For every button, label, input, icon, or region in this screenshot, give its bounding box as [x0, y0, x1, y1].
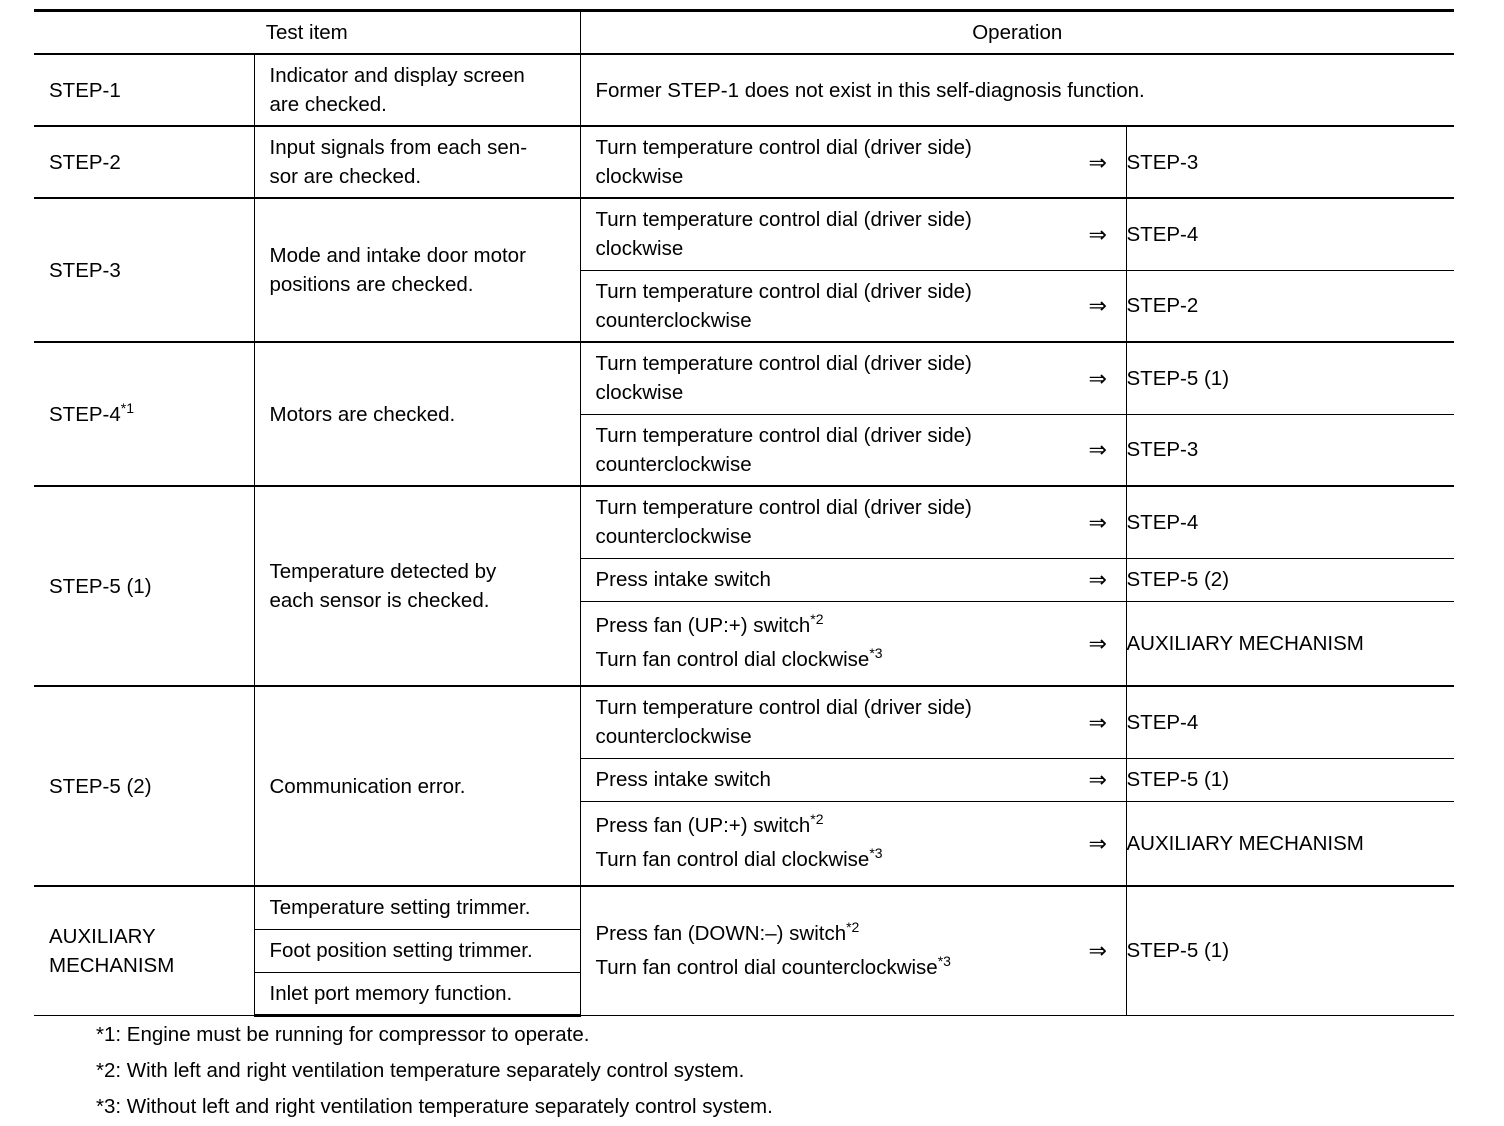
- test-item-cell: Communication error.: [254, 686, 580, 886]
- next-step-cell: STEP-5 (1): [1126, 342, 1454, 414]
- footnote-ref: *3: [869, 845, 883, 862]
- arrow-icon: ⇒: [1070, 758, 1126, 801]
- next-step-cell: STEP-4: [1126, 198, 1454, 270]
- op-line: Turn temperature control dial (driver side): [595, 136, 972, 159]
- operation-cell: Press intake switch: [580, 558, 1070, 601]
- step-cell: STEP-2: [34, 126, 254, 198]
- op-line: Turn temperature control dial (driver side): [595, 496, 972, 520]
- operation-cell: [580, 198, 1070, 270]
- arrow-icon: ⇒: [1070, 801, 1126, 886]
- item-line: Input signals from each sen-: [269, 136, 528, 159]
- step-cell: STEP-3: [34, 198, 254, 342]
- op-line: counterclockwise: [595, 308, 752, 332]
- table-row: [34, 686, 1454, 758]
- operation-cell: [580, 686, 1070, 758]
- next-step-cell: STEP-3: [1126, 414, 1454, 486]
- test-item-cell: [254, 198, 580, 342]
- op-line: Turn temperature control dial (driver side): [595, 696, 972, 720]
- step-line: AUXILIARY: [49, 924, 156, 948]
- arrow-icon: ⇒: [1070, 198, 1126, 270]
- self-diagnosis-table: [34, 9, 1454, 1017]
- header-operation: Operation: [580, 11, 1454, 55]
- next-step-cell: STEP-3: [1126, 126, 1454, 198]
- operation-cell: [580, 886, 1070, 1015]
- op-line: clockwise: [595, 165, 684, 188]
- next-step-cell: STEP-4: [1126, 486, 1454, 558]
- header-test-item: Test item: [34, 11, 580, 55]
- op-line: Press fan (DOWN:–) switch: [595, 921, 847, 945]
- test-item-cell: Inlet port memory function.: [254, 972, 580, 1015]
- operation-cell: [580, 486, 1070, 558]
- arrow-icon: ⇒: [1070, 558, 1126, 601]
- arrow-icon: ⇒: [1070, 414, 1126, 486]
- op-line: clockwise: [595, 381, 684, 405]
- operation-cell: Former STEP-1 does not exist in this self-diagnosis function.: [580, 54, 1454, 126]
- op-line: counterclockwise: [595, 525, 752, 549]
- arrow-icon: ⇒: [1070, 342, 1126, 414]
- footnote-ref: *2: [846, 918, 860, 935]
- next-step-cell: STEP-2: [1126, 270, 1454, 342]
- operation-cell: [580, 601, 1070, 686]
- header-row: [34, 11, 1454, 55]
- item-line: positions are checked.: [269, 273, 474, 296]
- next-step-cell: STEP-5 (1): [1126, 758, 1454, 801]
- step-cell: [34, 886, 254, 1015]
- arrow-icon: ⇒: [1070, 886, 1126, 1015]
- table-row: [34, 886, 1454, 929]
- table-row: [34, 198, 1454, 270]
- op-line: Press fan (UP:+) switch: [595, 814, 811, 838]
- footnote-ref: *2: [810, 611, 824, 628]
- next-step-cell: STEP-5 (2): [1126, 558, 1454, 601]
- operation-cell: [580, 801, 1070, 886]
- next-step-cell: STEP-4: [1126, 686, 1454, 758]
- step-cell: [34, 342, 254, 486]
- op-line: clockwise: [595, 237, 684, 261]
- next-step-cell: STEP-5 (1): [1126, 886, 1454, 1015]
- footnote-2: *2: With left and right ventilation temperature separately control system.: [96, 1059, 745, 1082]
- op-line: Turn fan control dial clockwise: [595, 848, 870, 872]
- arrow-icon: ⇒: [1070, 126, 1126, 198]
- operation-cell: Press intake switch: [580, 758, 1070, 801]
- op-line: counterclockwise: [595, 452, 752, 476]
- footnote-3: *3: Without left and right ventilation temperature separately control system.: [96, 1095, 773, 1118]
- item-line: sor are checked.: [269, 165, 422, 188]
- operation-cell: [580, 270, 1070, 342]
- item-line: Indicator and display screen: [269, 64, 525, 87]
- op-line: Turn temperature control dial (driver side): [595, 208, 972, 232]
- test-item-cell: Foot position setting trimmer.: [254, 929, 580, 972]
- test-item-cell: Motors are checked.: [254, 342, 580, 486]
- test-item-cell: [254, 54, 580, 126]
- arrow-icon: ⇒: [1070, 270, 1126, 342]
- step-cell: STEP-5 (2): [34, 686, 254, 886]
- item-line: Mode and intake door motor: [269, 244, 526, 267]
- arrow-icon: ⇒: [1070, 686, 1126, 758]
- operation-cell: [580, 414, 1070, 486]
- table-row: [34, 342, 1454, 414]
- op-line: Turn temperature control dial (driver side): [595, 279, 972, 303]
- step-cell: STEP-5 (1): [34, 486, 254, 686]
- op-line: Turn fan control dial clockwise: [595, 648, 870, 672]
- next-step-cell: AUXILIARY MECHANISM: [1126, 601, 1454, 686]
- table-row: [34, 486, 1454, 558]
- footnote-ref: *1: [120, 399, 135, 416]
- footnote-1: *1: Engine must be running for compressor to operate.: [96, 1023, 590, 1046]
- operation-cell: [580, 342, 1070, 414]
- item-line: are checked.: [269, 93, 387, 116]
- arrow-icon: ⇒: [1070, 486, 1126, 558]
- operation-cell: [580, 126, 1070, 198]
- step-line: MECHANISM: [49, 953, 175, 977]
- test-item-cell: [254, 126, 580, 198]
- footnote-ref: *2: [810, 811, 824, 828]
- item-line: Temperature detected by: [269, 560, 497, 583]
- footnote-ref: *3: [937, 952, 951, 969]
- op-line: Turn fan control dial counterclockwise: [595, 955, 938, 979]
- table-row: [34, 126, 1454, 198]
- op-line: counterclockwise: [595, 725, 752, 749]
- test-item-cell: Temperature setting trimmer.: [254, 886, 580, 929]
- step-label: STEP-4: [49, 402, 121, 426]
- item-line: each sensor is checked.: [269, 589, 490, 612]
- test-item-cell: [254, 486, 580, 686]
- footnote-ref: *3: [869, 645, 883, 662]
- step-cell: STEP-1: [34, 54, 254, 126]
- arrow-icon: ⇒: [1070, 601, 1126, 686]
- next-step-cell: AUXILIARY MECHANISM: [1126, 801, 1454, 886]
- op-line: Turn temperature control dial (driver side): [595, 352, 972, 376]
- table-row: [34, 54, 1454, 126]
- op-line: Turn temperature control dial (driver side): [595, 423, 972, 447]
- op-line: Press fan (UP:+) switch: [595, 614, 811, 638]
